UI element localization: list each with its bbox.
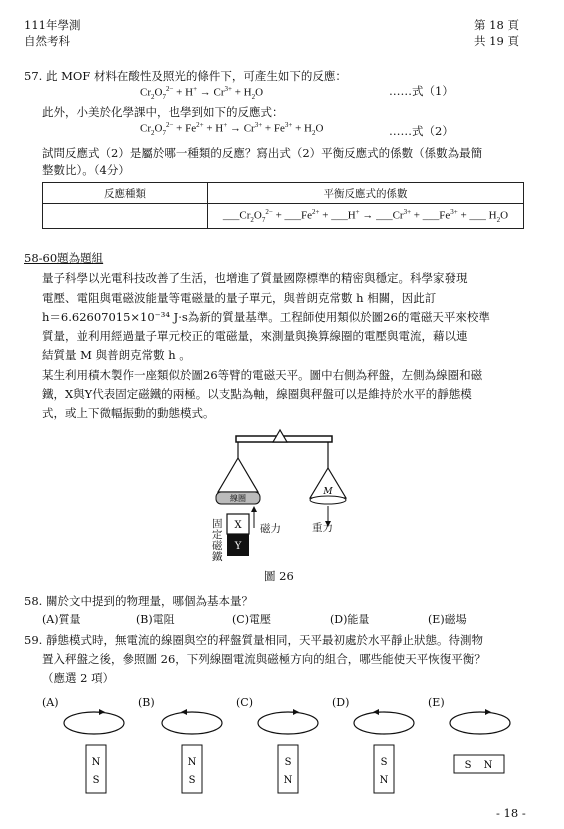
answer-table xyxy=(42,182,524,229)
equation-2-tag: ……式（2） xyxy=(389,124,454,138)
option-e-magnet xyxy=(454,755,504,773)
q59-line-1: 59. 靜態模式時，無電流的線圈與空的秤盤質量相同，天平最初處於水平靜止狀態。待測物 xyxy=(24,633,483,647)
fixed-magnet-label: 固定磁鐵 xyxy=(212,518,223,563)
answer-coef-cell[interactable]: $\_\_\_Cr_2O_7^{2-}$ + $\_\_\_Fe^{2+}$ + ___H+ → $\_\_\_Cr^{3+}$ + $\_\_\_Fe^{3+}$ + ___ $H_2O$ xyxy=(208,204,524,229)
footer-page: - 18 - xyxy=(496,806,526,820)
q58-stem: 58. 關於文中提到的物理量，哪個為基本量？ xyxy=(24,594,253,608)
passage-1-line-4: 質量，並利用經過量子單元校正的電磁量，來測量與換算線圈的電壓與電流，藉以連 xyxy=(42,329,468,343)
option-e-diagram xyxy=(450,712,510,773)
q59-line-2: 置入秤盤之後，參照圖 26，下列線圈電流與磁極方向的組合，哪些能使天平恢復平衡？ xyxy=(42,652,486,666)
page-number: 第 18 頁 xyxy=(474,18,519,32)
option-d-top-pole: S xyxy=(380,757,388,768)
q58-option-a[interactable]: (A)質量 xyxy=(42,613,81,626)
option-b-top-pole: N xyxy=(187,757,197,768)
answer-type-cell[interactable] xyxy=(43,204,208,229)
option-e-right-pole: N xyxy=(483,760,493,771)
table-header-type: 反應種類 xyxy=(43,183,208,204)
q59-option-c-label[interactable]: (C) xyxy=(236,696,253,709)
equation-2: $Cr_2O_7^{2-} + Fe^{2+} + H^+ \to Cr^{3+} + Fe^{3+} + H_2O$ xyxy=(140,121,324,137)
q58-option-e[interactable]: (E)磁場 xyxy=(428,613,467,626)
option-a-top-pole: N xyxy=(91,757,101,768)
q57-stem: 57. 此 MOF 材料在酸性及照光的條件下，可產生如下的反應： xyxy=(24,69,347,83)
passage-1-line-5: 結質量 M 與普朗克常數 h 。 xyxy=(42,348,191,362)
equation-1: $Cr_2O_7^{2-} + H^+ \to Cr^{3+} + H_2O$ xyxy=(140,85,264,101)
q57-ask-2: 整數比）。（4分） xyxy=(42,163,130,177)
balance-diagram xyxy=(200,428,360,578)
passage-2-line-2: 鐵，X與Y代表固定磁鐵的兩極。以支點為軸，線圈與秤盤可以是維持於水平的靜態模 xyxy=(42,387,472,401)
option-c-bottom-pole: N xyxy=(283,775,293,786)
option-d-bottom-pole: N xyxy=(379,775,389,786)
q57-mid: 此外，小美於化學課中，也學到如下的反應式： xyxy=(42,105,284,119)
q57-ask-1: 試問反應式（2）是屬於哪一種類的反應？寫出式（2）平衡反應式的係數（係數為最簡 xyxy=(42,146,483,160)
mag-force-label: 磁力 xyxy=(260,523,281,535)
option-b-diagram xyxy=(162,712,222,793)
passage-1-line-3: h＝6.62607015×10⁻³⁴ J·s為新的質量基準。工程師使用類似於圖26的電磁天平來校準 xyxy=(42,310,490,324)
option-a-diagram xyxy=(64,712,124,793)
option-b-bottom-pole: S xyxy=(188,775,196,786)
mass-label: M xyxy=(323,487,333,497)
magnet-x-label: X xyxy=(234,520,242,531)
table-header-coef: 平衡反應式的係數 xyxy=(208,183,524,204)
q58-option-b[interactable]: (B)電阻 xyxy=(136,613,175,626)
q58-option-d[interactable]: (D)能量 xyxy=(330,613,370,626)
exam-title: 111年學測 xyxy=(24,18,81,32)
q59-line-3: （應選 2 項） xyxy=(42,671,115,685)
option-c-diagram xyxy=(258,712,318,793)
passage-2-line-3: 式，或上下微幅振動的動態模式。 xyxy=(42,406,215,420)
q59-option-d-label[interactable]: (D) xyxy=(332,696,350,709)
equation-1-tag: ……式（1） xyxy=(389,84,454,98)
q58-option-c[interactable]: (C)電壓 xyxy=(232,613,271,626)
passage-1-line-1: 量子科學以光電科技改善了生活，也增進了質量國際標準的精密與穩定。科學家發現 xyxy=(42,271,468,285)
passage-1-line-2: 電壓、電阻與電磁波能量等電磁量的量子單元，與普朗克常數 h 相關，因此訂 xyxy=(42,291,437,305)
gravity-label: 重力 xyxy=(312,522,333,534)
option-e-left-pole: S xyxy=(464,760,472,771)
coil-label: 線圈 xyxy=(230,494,246,503)
subject-title: 自然考科 xyxy=(24,34,70,48)
q59-option-e-label[interactable]: (E) xyxy=(428,696,445,709)
figure-caption: 圖 26 xyxy=(264,569,294,583)
option-a-bottom-pole: S xyxy=(92,775,100,786)
passage-2-line-1: 某生利用積木製作一座類似於圖26等臂的電磁天平。圖中右側為秤盤，左側為線圈和磁 xyxy=(42,368,483,382)
option-d-diagram xyxy=(354,712,414,793)
page-total: 共 19 頁 xyxy=(474,34,519,48)
coil-pan xyxy=(218,458,258,492)
q59-option-a-label[interactable]: (A) xyxy=(42,696,59,709)
magnet-y-label: Y xyxy=(234,541,242,552)
q59-option-b-label[interactable]: (B) xyxy=(138,696,155,709)
option-c-top-pole: S xyxy=(284,757,292,768)
group-title: 58-60題為題組 xyxy=(24,251,104,265)
q59-diagrams xyxy=(50,705,530,795)
